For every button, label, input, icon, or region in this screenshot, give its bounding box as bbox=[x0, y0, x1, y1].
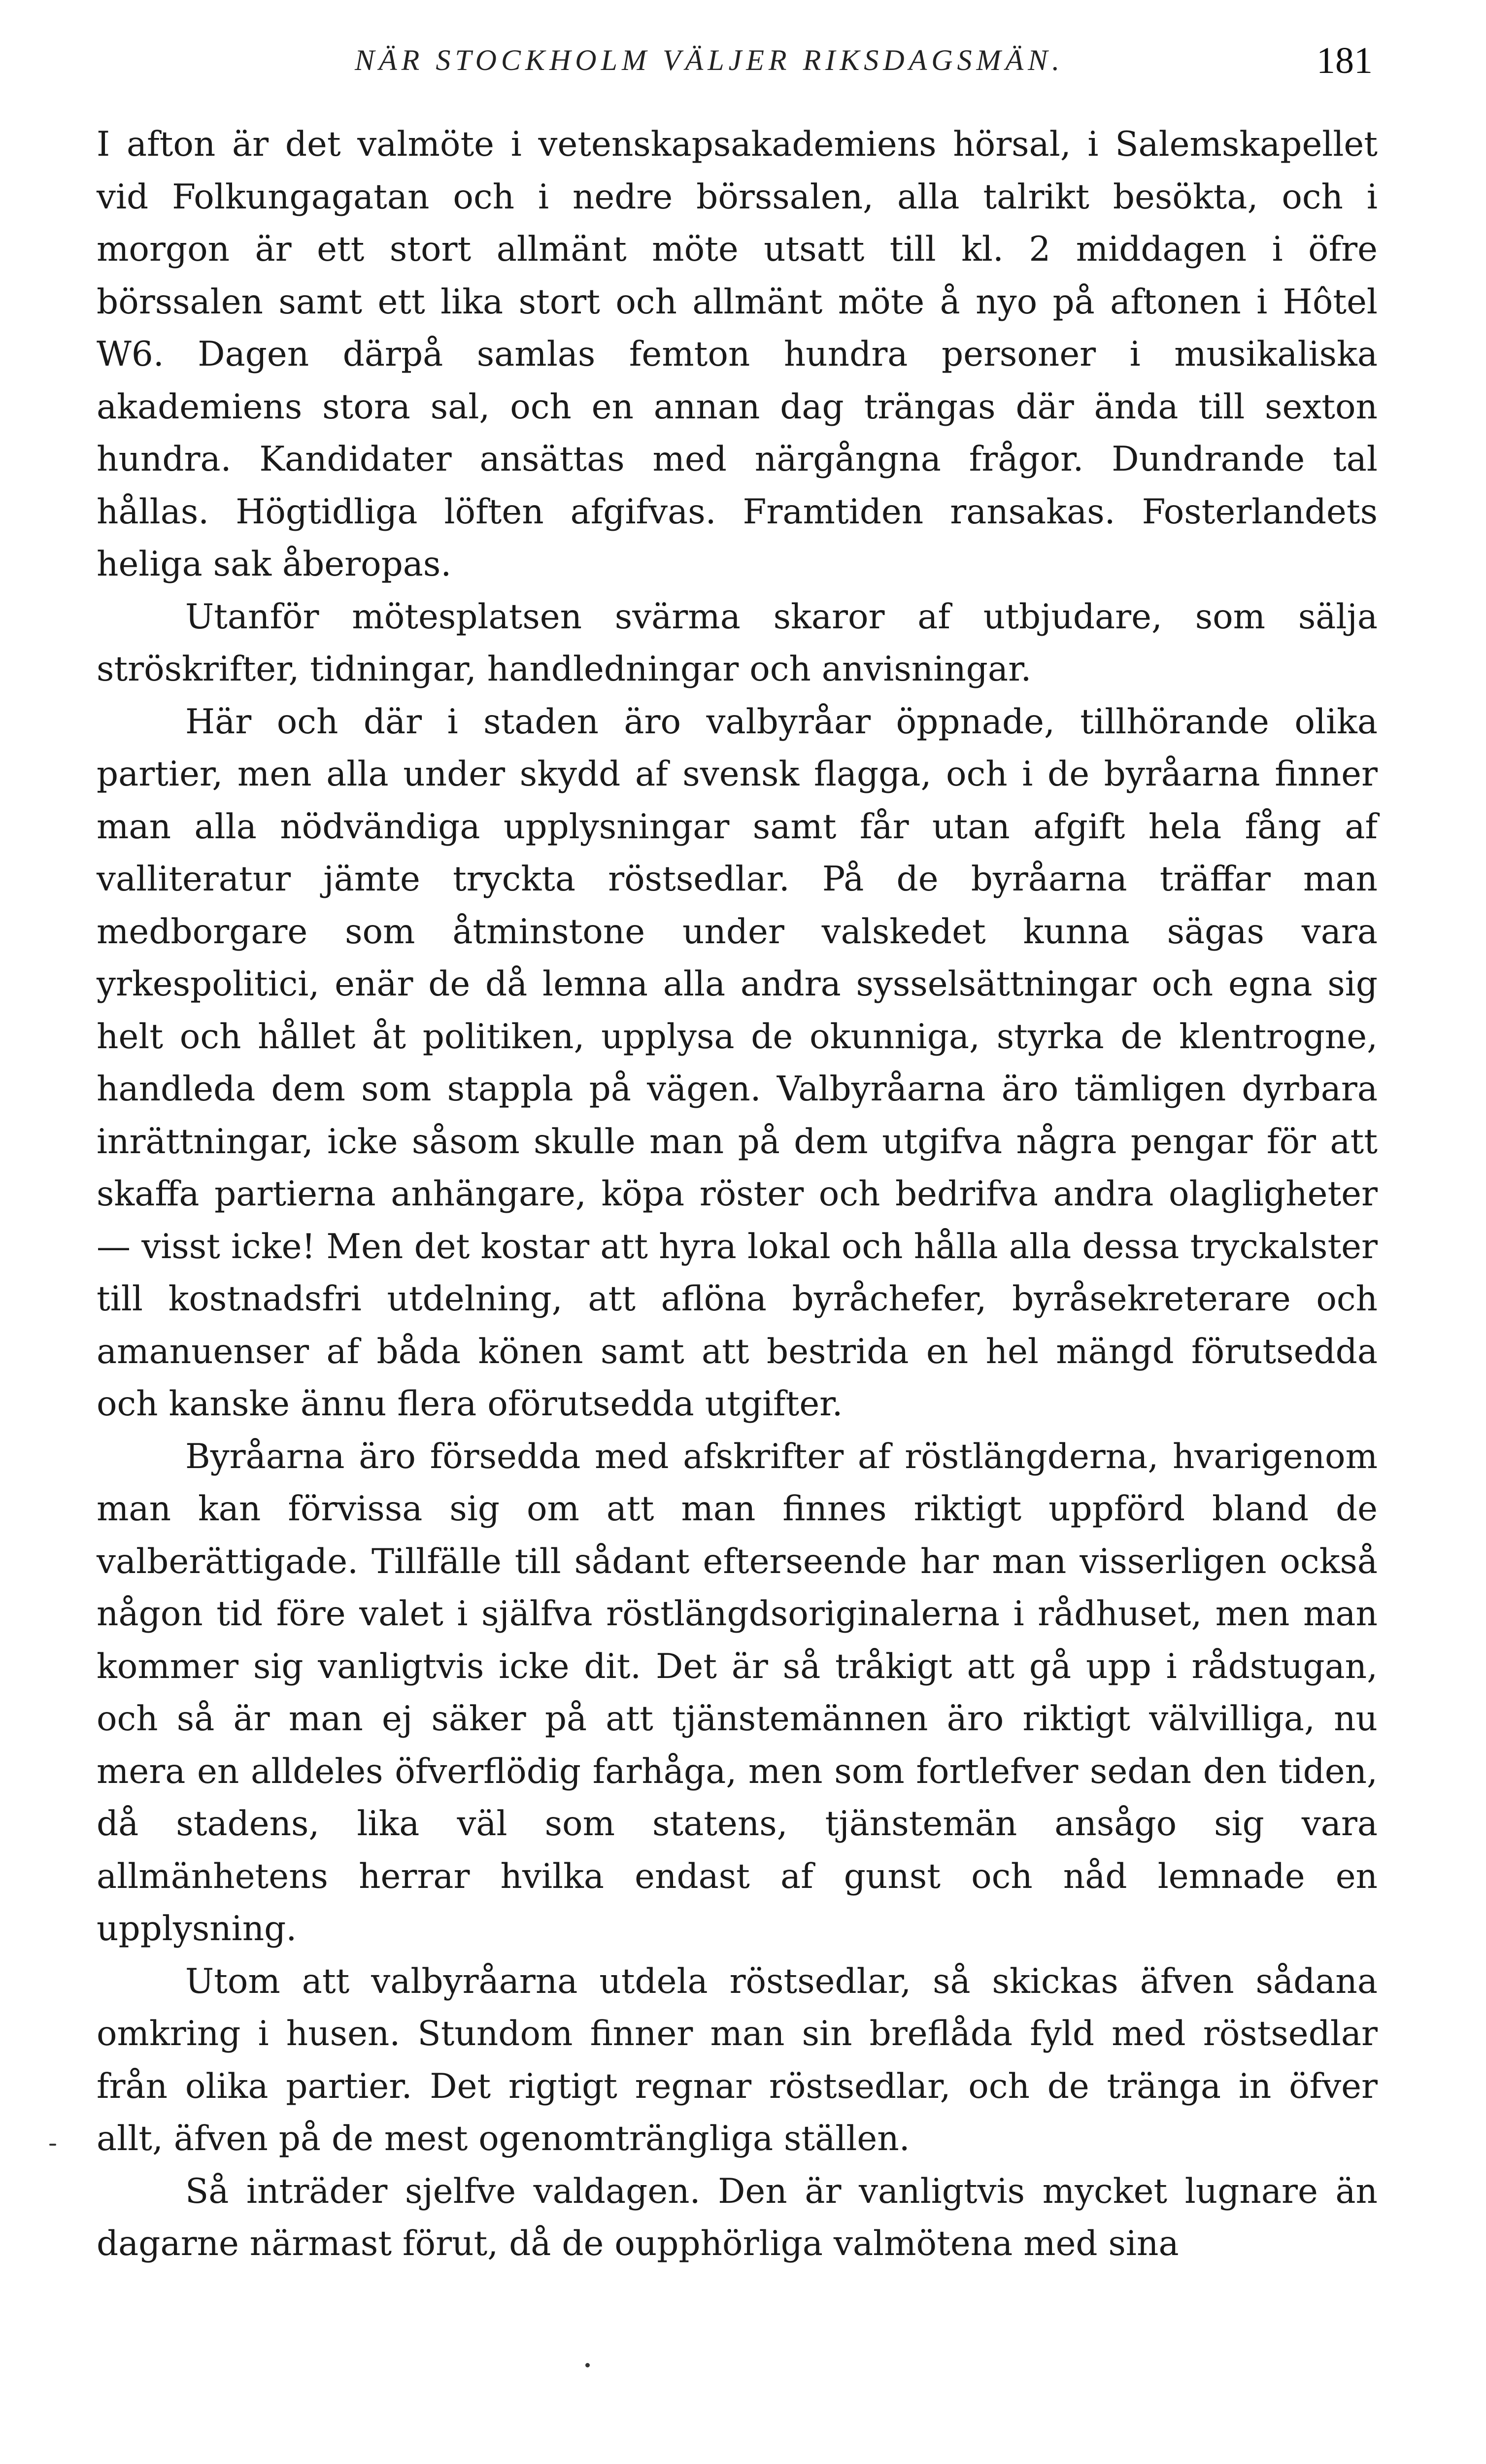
print-speck bbox=[49, 2144, 56, 2146]
paragraph-3: Här och där i staden äro valbyråar öppnade, tillhörande olika partier, men alla under skydd af svensk flagga, och i de byråarna finner man alla nödvändiga upplysningar samt får utan afgift hela fång af valliteratur jämte tryckta röstsedlar. På de byråarna träffar man medborgare som åtminstone under valskedet kunna sägas vara yrkespolitici, enär de då lemna alla andra sysselsättningar och egna sig helt och hållet åt politiken, upplysa de okunniga, styrka de klentrogne, handleda dem som stappla på vägen. Valbyråarna äro tämligen dyrbara inrättningar, icke såsom skulle man på dem utgifva några pengar för att skaffa partierna anhängare, köpa röster och bedrifva andra olagligheter — visst icke! Men det kostar att hyra lokal och hålla alla dessa tryckalster till kostnadsfri utdelning, att aflöna byråchefer, byråsekreterare och amanuenser af båda könen samt att bestrida en hel mängd förutsedda och kanske ännu flera oförutsedda utgifter. bbox=[97, 702, 1378, 1424]
paragraph-2: Utanför mötesplatsen svärma skaror af utbjudare, som sälja ströskrifter, tidningar, handledningar och anvisningar. bbox=[97, 597, 1378, 689]
running-header bbox=[187, 39, 1373, 89]
paragraph-6: Så inträder sjelfve valdagen. Den är vanligtvis mycket lugnare än dagarne närmast förut, då de oupphörliga valmötena med sina bbox=[97, 2171, 1378, 2263]
paragraph-1: I afton är det valmöte i vetenskapsakademiens hörsal, i Salemskapellet vid Folkungagatan och i nedre börssalen, alla talrikt besökta, och i morgon är ett stort allmänt möte utsatt till kl. 2 middagen i öfre börssalen samt ett lika stort och allmänt möte å nyo på aftonen i Hôtel W6. Dagen därpå samlas femton hundra personer i musikaliska akademiens stora sal, och en annan dag trängas där ända till sexton hundra. Kandidater ansättas med närgångna frågor. Dundrande tal hållas. Högtidliga löften afgifvas. Framtiden ransakas. Fosterlandets heliga sak åberopas. bbox=[97, 125, 1378, 584]
page-number: 181 bbox=[1317, 40, 1373, 81]
paragraph-4: Byråarna äro försedda med afskrifter af röstlängderna, hvarigenom man kan förvissa sig om att man finnes riktigt uppförd bland de valberättigade. Tillfälle till sådant efterseende har man visserligen också någon tid före valet i själfva röstlängdsoriginalerna i rådhuset, men man kommer sig vanligtvis icke dit. Det är så tråkigt att gå upp i rådstugan, och så är man ej säker på att tjänstemännen äro riktigt välvilliga, nu mera en alldeles öfverflödig farhåga, men som fortlefver sedan den tiden, då stadens, lika väl som statens, tjänstemän ansågo sig vara allmänhetens herrar hvilka endast af gunst och nåd lemnade en upplysning. bbox=[97, 1437, 1378, 1949]
print-speck bbox=[585, 2363, 590, 2367]
running-title: NÄR STOCKHOLM VÄLJER RIKSDAGSMÄN. bbox=[355, 44, 1064, 76]
body-text bbox=[97, 118, 1378, 2270]
paragraph-5: Utom att valbyråarna utdela röstsedlar, så skickas äfven sådana omkring i husen. Stundom finner man sin breflåda fyld med röstsedlar från olika partier. Det rigtigt regnar röstsedlar, och de tränga in öfver allt, äfven på de mest ogenomträngliga ställen. bbox=[97, 1961, 1378, 2158]
